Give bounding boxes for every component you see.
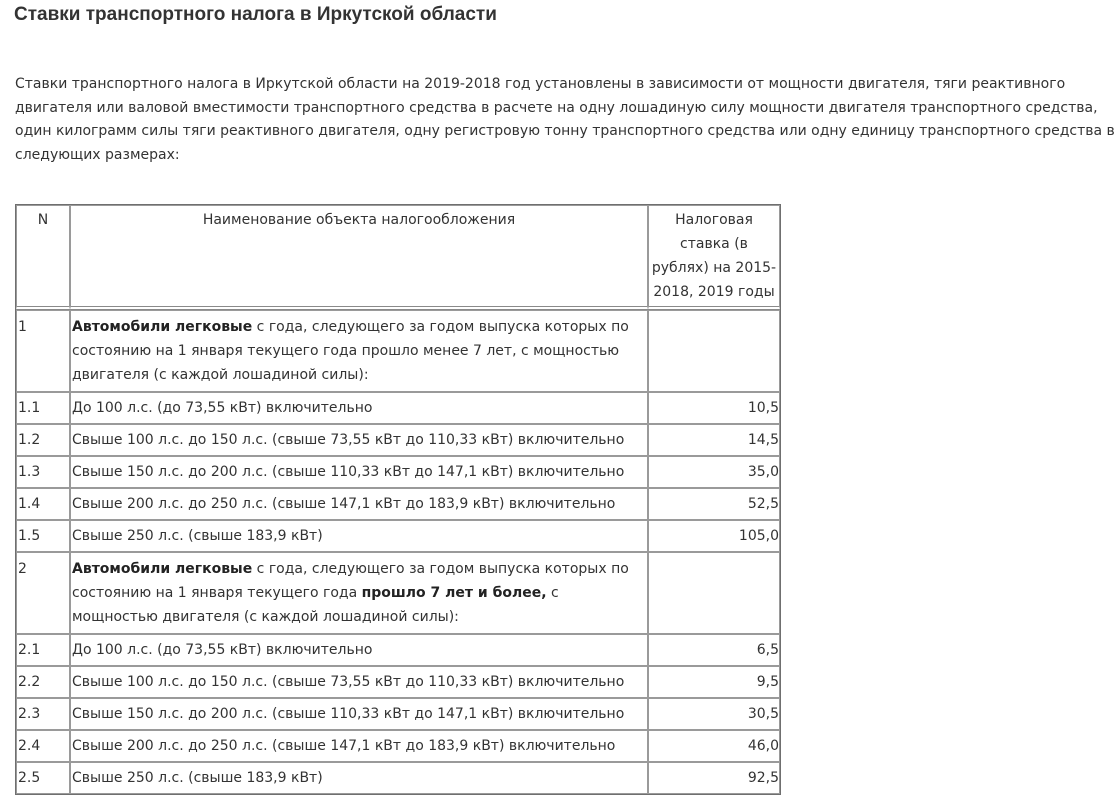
row-num: 1.3 — [16, 456, 70, 488]
table-row — [16, 762, 780, 794]
group-1-num: 1 — [16, 310, 70, 392]
group-row-2 — [16, 552, 780, 634]
table-row — [16, 392, 780, 424]
row-num: 1.5 — [16, 520, 70, 552]
row-rate: 92,5 — [648, 762, 780, 794]
row-num: 1.4 — [16, 488, 70, 520]
table-row — [16, 424, 780, 456]
group-2-text-a: с года, следующего за годом выпуска которых по состоянию на 1 января текущего года — [72, 561, 629, 601]
group-2-description — [70, 552, 648, 634]
row-name: Свыше 100 л.с. до 150 л.с. (свыше 73,55 кВт до 110,33 кВт) включительно — [70, 666, 648, 698]
table-header-row — [16, 205, 780, 310]
group-2-bold-age: прошло 7 лет и более, — [361, 585, 547, 601]
row-num: 2.2 — [16, 666, 70, 698]
group-row-1 — [16, 310, 780, 392]
row-rate: 30,5 — [648, 698, 780, 730]
row-num: 2.3 — [16, 698, 70, 730]
row-num: 2.1 — [16, 634, 70, 666]
group-1-description — [70, 310, 648, 392]
row-name: Свыше 100 л.с. до 150 л.с. (свыше 73,55 кВт до 110,33 кВт) включительно — [70, 424, 648, 456]
row-rate: 14,5 — [648, 424, 780, 456]
group-1-text: с года, следующего за годом выпуска которых по состоянию на 1 января текущего года прошло менее 7 лет, с мощностью двигателя (с каждой лошадиной силы): — [72, 319, 629, 383]
row-num: 2.5 — [16, 762, 70, 794]
table-row — [16, 698, 780, 730]
table-row — [16, 666, 780, 698]
group-1-rate — [648, 310, 780, 392]
row-rate: 10,5 — [648, 392, 780, 424]
header-rate: Налоговая ставка (в рублях) на 2015-2018, 2019 годы — [648, 205, 780, 310]
group-2-rate — [648, 552, 780, 634]
table-row — [16, 520, 780, 552]
table-row — [16, 730, 780, 762]
group-2-bold-label: Автомобили легковые — [72, 561, 253, 577]
group-1-bold-label: Автомобили легковые — [72, 319, 253, 335]
page-title: Ставки транспортного налога в Иркутской области — [14, 4, 497, 25]
header-name: Наименование объекта налогообложения — [70, 205, 648, 310]
row-name: Свыше 200 л.с. до 250 л.с. (свыше 147,1 кВт до 183,9 кВт) включительно — [70, 730, 648, 762]
row-name: Свыше 250 л.с. (свыше 183,9 кВт) — [70, 762, 648, 794]
row-num: 1.1 — [16, 392, 70, 424]
row-rate: 9,5 — [648, 666, 780, 698]
group-2-text-b: с мощностью двигателя (с каждой лошадиной силы): — [72, 585, 559, 625]
row-rate: 6,5 — [648, 634, 780, 666]
row-name: Свыше 150 л.с. до 200 л.с. (свыше 110,33 кВт до 147,1 кВт) включительно — [70, 698, 648, 730]
table-row — [16, 488, 780, 520]
row-name: Свыше 150 л.с. до 200 л.с. (свыше 110,33 кВт до 147,1 кВт) включительно — [70, 456, 648, 488]
table-row — [16, 634, 780, 666]
row-num: 2.4 — [16, 730, 70, 762]
group-2-num: 2 — [16, 552, 70, 634]
intro-paragraph: Ставки транспортного налога в Иркутской области на 2019-2018 год установлены в зависимости от мощности двигателя, тяги реактивного двигателя или валовой вместимости транспортного средства в расчете на одну лошадиную силу мощности двигателя транспортного средства, один килограмм силы тяги реактивного двигателя, одну регистровую тонну транспортного средства или одну единицу транспортного средства в следующих размерах: — [15, 76, 1115, 163]
row-name: Свыше 250 л.с. (свыше 183,9 кВт) — [70, 520, 648, 552]
row-rate: 46,0 — [648, 730, 780, 762]
row-name: Свыше 200 л.с. до 250 л.с. (свыше 147,1 кВт до 183,9 кВт) включительно — [70, 488, 648, 520]
row-name: До 100 л.с. (до 73,55 кВт) включительно — [70, 634, 648, 666]
tax-rates-table — [15, 204, 781, 795]
table-row — [16, 456, 780, 488]
row-name: До 100 л.с. (до 73,55 кВт) включительно — [70, 392, 648, 424]
row-rate: 35,0 — [648, 456, 780, 488]
row-rate: 52,5 — [648, 488, 780, 520]
row-num: 1.2 — [16, 424, 70, 456]
header-num: N — [16, 205, 70, 310]
row-rate: 105,0 — [648, 520, 780, 552]
